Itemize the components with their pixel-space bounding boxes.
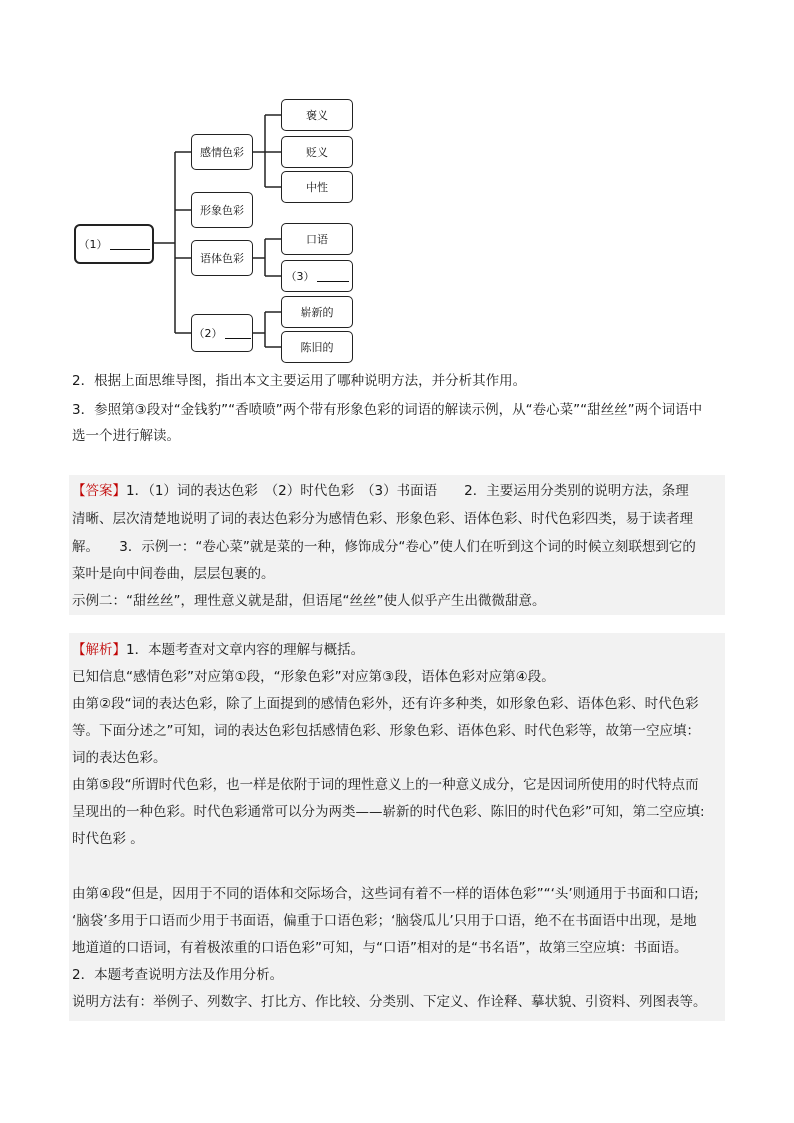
analysis-line-11: 地道道的口语词，有着极浓重的口语色彩”可知，与“口语”相对的是“书名语”，故第三空应填：书面语。 (72, 940, 688, 956)
answer-line-5: 示例二：“甜丝丝”，理性意义就是甜，但语尾“丝丝”使人似乎产生出微微甜意。 (72, 593, 546, 609)
analysis-line-5: 词的表达色彩。 (72, 750, 167, 766)
node-blank-3-prefix: （3） (285, 270, 315, 283)
node-derogatory: 贬义 (281, 136, 353, 168)
root-prefix: （1） (78, 238, 108, 251)
node-blank-3-line (317, 271, 349, 282)
question-2: 2．根据上面思维导图，指出本文主要运用了哪种说明方法，并分析其作用。 (72, 373, 527, 389)
answer-line-3: 解。 3．示例一：“卷心菜”就是菜的一种，修饰成分“卷心”使人们在听到这个词的时候立刻联想到它的 (72, 539, 696, 555)
answer-line-2: 清晰、层次清楚地说明了词的表达色彩分为感情色彩、形象色彩、语体色彩、时代色彩四类，易于读者理 (72, 511, 693, 527)
answer-line-1 (72, 479, 689, 499)
analysis-line-3: 由第②段“词的表达色彩，除了上面提到的感情色彩外，还有许多种类，如形象色彩、语体色彩、时代色彩 (72, 696, 699, 712)
node-blank-3 (281, 260, 353, 292)
analysis-line-8: 时代色彩 。 (72, 831, 144, 847)
question-3-line-1: 3．参照第③段对“金钱豹”“香喷喷”两个带有形象色彩的词语的解读示例，从“卷心菜”“甜丝丝”两个词语中 (72, 402, 703, 418)
node-image-color: 形象色彩 (191, 192, 253, 228)
analysis-line-7: 呈现出的一种色彩。时代色彩通常可以分为两类——崭新的时代色彩、陈旧的时代色彩”可知，第二空应填: (72, 804, 705, 820)
node-blank-2-line (225, 328, 251, 339)
root-blank (110, 238, 150, 250)
node-brand-new: 崭新的 (281, 296, 353, 328)
node-spoken: 口语 (281, 223, 353, 255)
node-neutral: 中性 (281, 171, 353, 203)
answer-tag: 【答案】 (72, 483, 126, 499)
question-3-line-2: 选一个进行解读。 (72, 428, 180, 444)
analysis-line-13: 说明方法有：举例子、列数字、打比方、作比较、分类别、下定义、作诠释、摹状貌、引资料、列图表等。 (72, 994, 707, 1010)
analysis-line-1 (72, 638, 364, 658)
node-register-color: 语体色彩 (191, 240, 253, 276)
analysis-line-12: 2．本题考查说明方法及作用分析。 (72, 967, 284, 983)
node-blank-2-prefix: （2） (193, 327, 223, 340)
root-node (74, 224, 154, 264)
node-emotional-color: 感情色彩 (191, 134, 253, 170)
analysis-line-2: 已知信息“感情色彩”对应第①段，“形象色彩”对应第③段，语体色彩对应第④段。 (72, 669, 555, 685)
answer-line-4: 菜叶是向中间卷曲，层层包裹的。 (72, 566, 275, 582)
answer-text-1: 1．（1）词的表达色彩 （2）时代色彩 （3）书面语 2．主要运用分类别的说明方法，条理 (126, 483, 689, 499)
analysis-line-4: 等。下面分述之”可知，词的表达色彩包括感情色彩、形象色彩、语体色彩、时代色彩等，故第一空应填： (72, 723, 700, 739)
node-blank-2 (191, 314, 253, 352)
node-outdated: 陈旧的 (281, 331, 353, 363)
mind-map-connectors (0, 0, 794, 370)
node-commendatory: 褒义 (281, 99, 353, 131)
analysis-line-10: ‘脑袋’多用于口语而少用于书面语，偏重于口语色彩；‘脑袋瓜儿’只用于口语，绝不在书面语中出现，是地 (72, 913, 697, 929)
analysis-line-9: 由第④段“但是，因用于不同的语体和交际场合，这些词有着不一样的语体色彩”“‘头’则通用于书面和口语; (72, 886, 699, 902)
analysis-tag: 【解析】 (72, 642, 126, 658)
analysis-text-1: 1．本题考查对文章内容的理解与概括。 (126, 642, 365, 658)
analysis-line-6: 由第⑤段“所谓时代色彩，也一样是依附于词的理性意义上的一种意义成分，它是因词所使用的时代特点而 (72, 777, 699, 793)
